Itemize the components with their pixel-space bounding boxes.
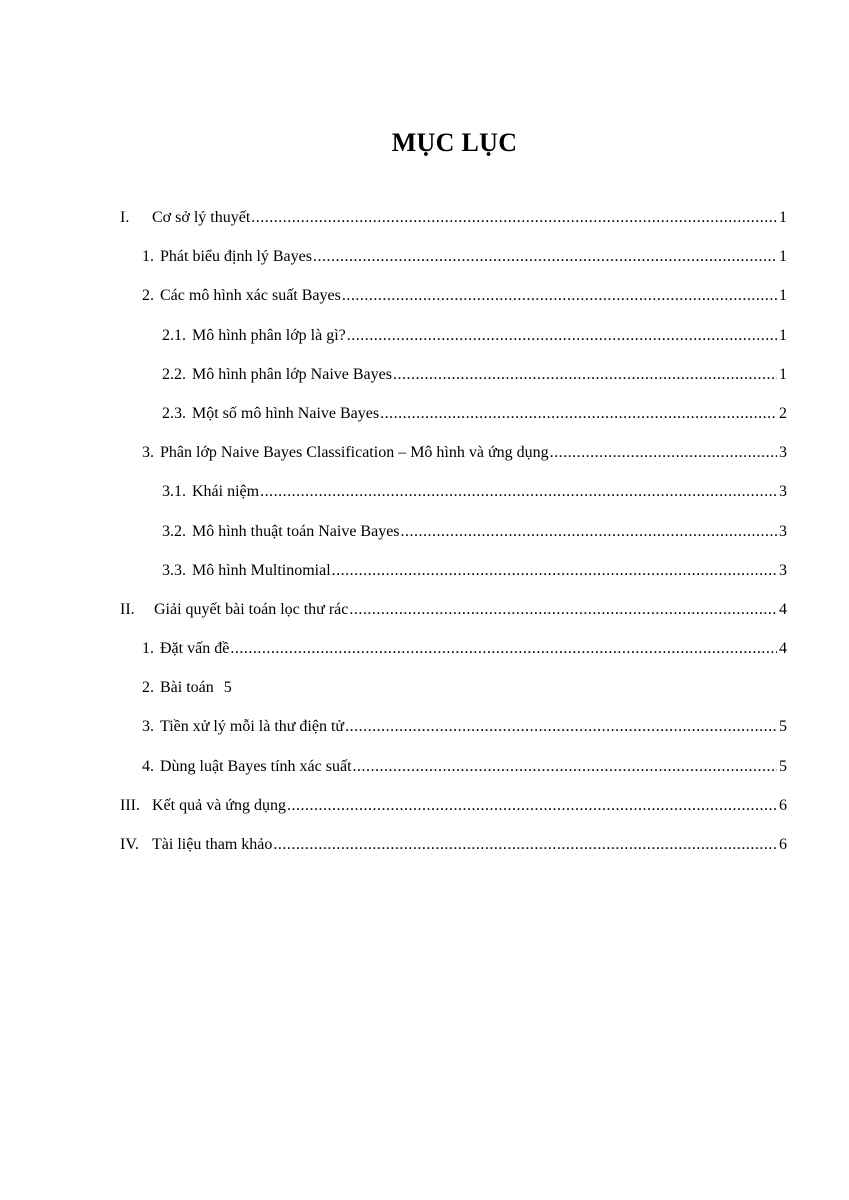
toc-entry-number: 2.3. [162, 404, 186, 422]
toc-dot-leader [251, 204, 777, 232]
toc-entry-number: 3.3. [162, 561, 186, 579]
toc-entry-I-2-3[interactable] [120, 400, 787, 439]
toc-entry-label: Đặt vấn đề [160, 640, 230, 658]
toc-entry-II-1[interactable] [120, 635, 787, 674]
toc-entry-I-3-1[interactable] [120, 478, 787, 517]
toc-entry-label: Khái niệm [192, 483, 260, 501]
toc-page-number: 3 [779, 483, 787, 501]
toc-page-number: 6 [779, 796, 787, 814]
toc-page-number: 5 [779, 757, 787, 775]
page-title: MỤC LỤC [391, 128, 518, 157]
toc-page-number: 4 [779, 640, 787, 658]
toc-dot-leader [380, 400, 777, 428]
toc-entry-label: Phân lớp Naive Bayes Classification – Mô hình và ứng dụng [160, 444, 549, 462]
toc-dot-leader [273, 831, 777, 859]
toc-entry-number: 2.1. [162, 326, 186, 344]
toc-page-number: 1 [779, 326, 787, 344]
toc-entry-number: 2.2. [162, 365, 186, 383]
toc-entry-label: Tiền xử lý mỗi là thư điện tử [160, 718, 345, 736]
toc-page-number: 5 [779, 718, 787, 736]
toc-dot-leader [550, 439, 777, 467]
toc-entry-number: 2. [142, 287, 154, 305]
toc-entry-number: 3.1. [162, 483, 186, 501]
toc-entry-number: II. [120, 600, 135, 618]
toc-entry-I-2-1[interactable] [120, 322, 787, 361]
table-of-contents [120, 204, 787, 870]
toc-entry-label: Các mô hình xác suất Bayes [160, 287, 341, 305]
toc-entry-label: Bài toán [160, 679, 214, 697]
toc-dot-leader [332, 557, 777, 585]
toc-entry-II-2[interactable] [120, 674, 787, 713]
toc-entry-I-2[interactable] [120, 282, 787, 321]
toc-entry-I-3-3[interactable] [120, 557, 787, 596]
toc-entry-label: Mô hình phân lớp Naive Bayes [192, 365, 392, 383]
toc-entry-label: Giải quyết bài toán lọc thư rác [154, 600, 349, 618]
toc-entry-label: Mô hình thuật toán Naive Bayes [192, 522, 400, 540]
toc-entry-I-3[interactable] [120, 439, 787, 478]
toc-entry-IV[interactable] [120, 831, 787, 870]
toc-dot-leader [342, 282, 777, 310]
toc-dot-leader [313, 243, 777, 271]
toc-entry-label: Phát biểu định lý Bayes [160, 248, 312, 266]
toc-page-number: 3 [779, 444, 787, 462]
toc-page-number: 1 [779, 248, 787, 266]
toc-dot-leader [353, 753, 777, 781]
toc-entry-I-1[interactable] [120, 243, 787, 282]
toc-page-number: 1 [779, 209, 787, 226]
toc-dot-leader [349, 596, 777, 624]
toc-entry-label: Một số mô hình Naive Bayes [192, 404, 380, 422]
toc-entry-II-3[interactable] [120, 713, 787, 752]
toc-entry-number: I. [120, 209, 130, 226]
toc-entry-label: Mô hình phân lớp là gì? [192, 326, 346, 344]
toc-dot-leader [260, 478, 777, 506]
toc-entry-number: 2. [142, 679, 154, 697]
toc-dot-leader [345, 713, 777, 741]
toc-dot-leader [230, 635, 777, 663]
toc-page-number: 1 [779, 365, 787, 383]
toc-page-number: 2 [779, 404, 787, 422]
toc-entry-label: Dùng luật Bayes tính xác suất [160, 757, 352, 775]
toc-entry-number: III. [120, 796, 140, 814]
toc-entry-number: IV. [120, 836, 139, 853]
toc-page-number: 4 [779, 600, 787, 618]
toc-page-number: 3 [779, 561, 787, 579]
toc-entry-label: Tài liệu tham khảo [152, 836, 273, 853]
toc-entry-I-3-2[interactable] [120, 518, 787, 557]
toc-entry-number: 1. [142, 640, 154, 658]
toc-dot-leader [393, 361, 777, 389]
toc-dot-leader [287, 792, 777, 820]
toc-dot-leader [401, 518, 777, 546]
toc-page-number: 5 [223, 679, 232, 697]
toc-entry-number: 3.2. [162, 522, 186, 540]
toc-entry-I-2-2[interactable] [120, 361, 787, 400]
toc-page-number: 3 [779, 522, 787, 540]
toc-entry-label: Mô hình Multinomial [192, 561, 331, 579]
toc-entry-I[interactable] [120, 204, 787, 243]
toc-entry-number: 4. [142, 757, 154, 775]
toc-entry-II[interactable] [120, 596, 787, 635]
toc-entry-II-4[interactable] [120, 753, 787, 792]
toc-entry-label: Kết quả và ứng dụng [152, 796, 286, 814]
toc-entry-III[interactable] [120, 792, 787, 831]
toc-entry-label: Cơ sở lý thuyết [152, 209, 251, 226]
toc-entry-number: 3. [142, 718, 154, 736]
toc-page-number: 1 [779, 287, 787, 305]
toc-entry-number: 3. [142, 444, 154, 462]
toc-entry-number: 1. [142, 248, 154, 266]
toc-dot-leader [347, 322, 777, 350]
toc-page-number: 6 [779, 836, 787, 853]
